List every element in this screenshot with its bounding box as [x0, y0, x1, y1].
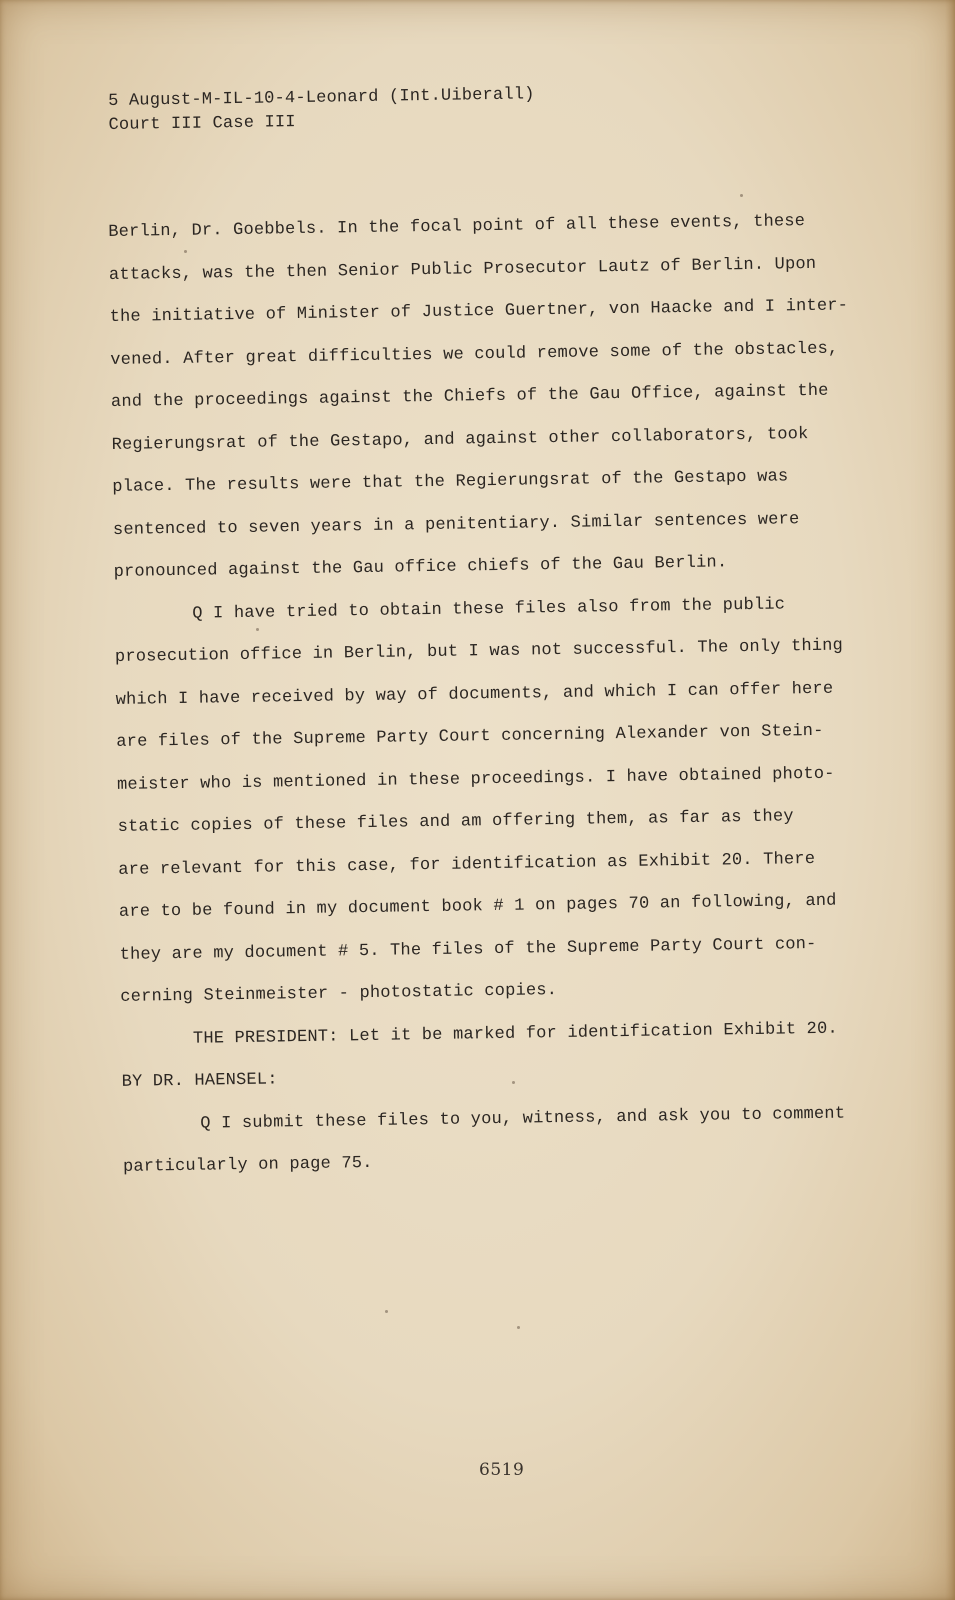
paper-speck: [740, 194, 743, 197]
transcript-line: the initiative of Minister of Justice Guertner, von Haacke and I inter-: [109, 296, 849, 327]
transcript-line: attacks, was the then Senior Public Prosecutor Lautz of Berlin. Upon: [108, 254, 817, 285]
transcript-line: are files of the Supreme Party Court concerning Alexander von Stein-: [116, 721, 824, 752]
paper-speck: [517, 1326, 520, 1329]
transcript-line: are relevant for this case, for identification as Exhibit 20. There: [118, 849, 816, 880]
transcript-line: are to be found in my document book # 1 on pages 70 an following, and: [118, 891, 837, 922]
paper-speck: [184, 250, 187, 253]
transcript-line: Berlin, Dr. Goebbels. In the focal point of all these events, these: [108, 212, 806, 242]
transcript-line: vened. After great difficulties we could remove some of the obstacles,: [110, 339, 839, 370]
transcript-line: place. The results were that the Regierungsrat of the Gestapo was: [112, 467, 789, 497]
transcript-line: which I have received by way of documents, and which I can offer here: [115, 679, 834, 710]
examiner-heading: BY DR. HAENSEL:: [121, 1070, 278, 1092]
page-edge-shadow: [945, 0, 955, 1600]
transcript-line: meister who is mentioned in these proceedings. I have obtained photo-: [116, 764, 835, 795]
paper-speck: [385, 1310, 388, 1313]
transcript-line: cerning Steinmeister - photostatic copies.: [120, 981, 558, 1007]
transcript-line: particularly on page 75.: [122, 1153, 373, 1177]
page-number: 6519: [479, 1460, 525, 1480]
transcript-body: [108, 200, 863, 1189]
transcript-line: sentenced to seven years in a penitentiary. Similar sentences were: [112, 509, 800, 540]
question-line: Q I have tried to obtain these files also from the public: [192, 594, 786, 624]
transcript-line: they are my document # 5. The files of the Supreme Party Court con-: [119, 934, 817, 965]
president-statement-line: THE PRESIDENT: Let it be marked for identification Exhibit 20.: [192, 1019, 838, 1049]
transcript-line: pronounced against the Gau office chiefs of the Gau Berlin.: [113, 553, 728, 582]
transcript-line: Regierungsrat of the Gestapo, and against other collaborators, took: [111, 424, 809, 455]
transcript-line: and the proceedings against the Chiefs of the Gau Office, against the: [110, 381, 829, 412]
paper-speck: [256, 628, 259, 631]
header-line-date-reporter: 5 August-M-IL-10-4-Leonard (Int.Uiberall): [108, 85, 535, 111]
transcript-line: static copies of these files and am offering them, as far as they: [117, 807, 794, 837]
header-line-court-case: Court III Case III: [108, 113, 296, 135]
paper-speck: [512, 1081, 515, 1084]
question-line: Q I submit these files to you, witness, and ask you to comment: [200, 1104, 846, 1134]
document-header: [108, 83, 535, 138]
transcript-line: prosecution office in Berlin, but I was not successful. The only thing: [114, 636, 844, 667]
